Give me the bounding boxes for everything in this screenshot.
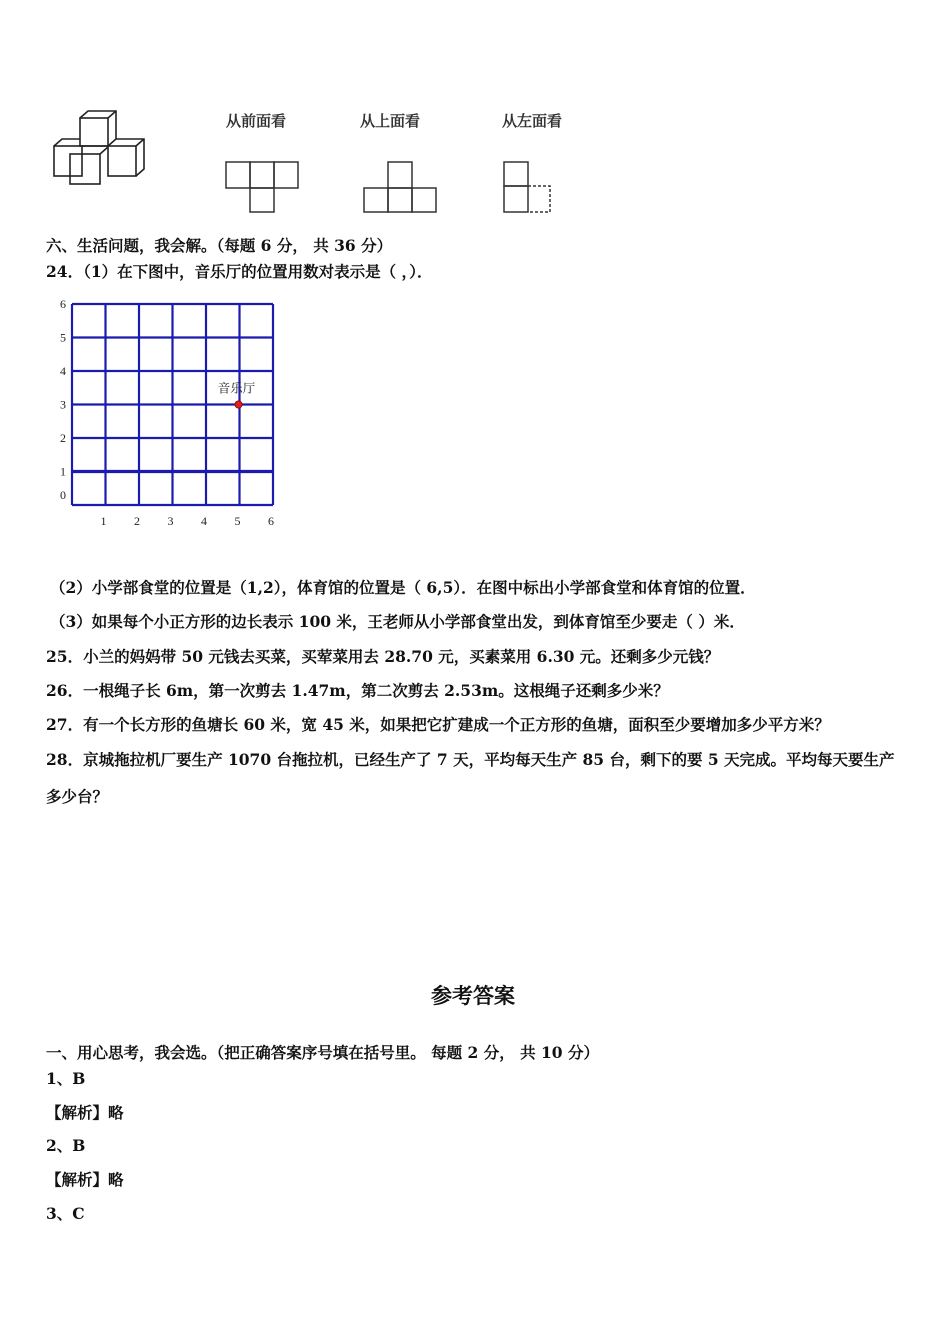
answer-1: 1、B — [46, 1069, 86, 1088]
x-tick-label: 3 — [167, 514, 174, 528]
y-tick-label: 3 — [60, 397, 66, 412]
x-tick-label: 4 — [201, 514, 207, 528]
y-tick-label: 1 — [60, 464, 66, 479]
question-28-line1: 28．京城拖拉机厂要生产 1070 台拖拉机，已经生产了 7 天，平均每天生产 85 台，剩下的要 5 天完成。平均每天要生产 — [46, 750, 895, 769]
y-tick-label: 5 — [60, 330, 66, 345]
x-tick-label: 2 — [134, 514, 140, 528]
left-view-label: 从左面看 — [502, 112, 563, 130]
y-tick-label: 2 — [60, 431, 66, 445]
top-view-label: 从上面看 — [360, 112, 421, 130]
section-6-heading: 六、生活问题，我会解。（每题 6 分， 共 36 分） — [46, 236, 393, 255]
answer-2: 2、B — [46, 1136, 86, 1155]
question-25: 25．小兰的妈妈带 50 元钱去买菜，买荤菜用去 28.70 元，买素菜用 6.30 元。还剩多少元钱？ — [46, 647, 720, 666]
answers-title: 参考答案 — [431, 984, 515, 1008]
front-view-figure — [224, 160, 304, 216]
y-tick-label: 4 — [60, 364, 66, 378]
question-24-part2: （2）小学部食堂的位置是（1,2），体育馆的位置是（ 6,5）．在图中标出小学部食堂和体育馆的位置． — [50, 578, 756, 597]
x-tick-label: 5 — [234, 514, 241, 528]
cube-stack-figure — [50, 110, 160, 190]
answer-3: 3、C — [46, 1204, 85, 1223]
x-tick-label: 1 — [100, 514, 107, 528]
music-hall-point — [235, 401, 242, 408]
explanation-1: 【解析】略 — [46, 1103, 124, 1122]
question-26: 26．一根绳子长 6m，第一次剪去 1.47m，第二次剪去 2.53m。这根绳子还剩多少米？ — [46, 681, 669, 700]
question-24-part1: 24．（1）在下图中，音乐厅的位置用数对表示是（ ，）． — [46, 262, 433, 281]
front-view-label: 从前面看 — [226, 112, 287, 130]
question-27: 27．有一个长方形的鱼塘长 60 米，宽 45 米，如果把它扩建成一个正方形的鱼塘，面积至少要增加多少平方米？ — [46, 715, 830, 734]
question-24-part3: （3）如果每个小正方形的边长表示 100 米，王老师从小学部食堂出发，到体育馆至少要走（ ）米． — [50, 612, 745, 631]
left-view-figure — [502, 160, 562, 216]
music-hall-label: 音乐厅 — [217, 380, 256, 396]
x-tick-label: 6 — [268, 514, 274, 528]
answers-section-1-heading: 一、用心思考，我会选。（把正确答案序号填在括号里。 每题 2 分， 共 10 分） — [46, 1043, 599, 1062]
y-tick-label: 6 — [60, 297, 66, 311]
question-28-line2: 多少台？ — [46, 787, 109, 806]
coordinate-grid — [50, 295, 290, 535]
y-tick-label: 0 — [60, 488, 66, 502]
top-view-figure — [362, 160, 442, 216]
explanation-2: 【解析】略 — [46, 1170, 124, 1189]
